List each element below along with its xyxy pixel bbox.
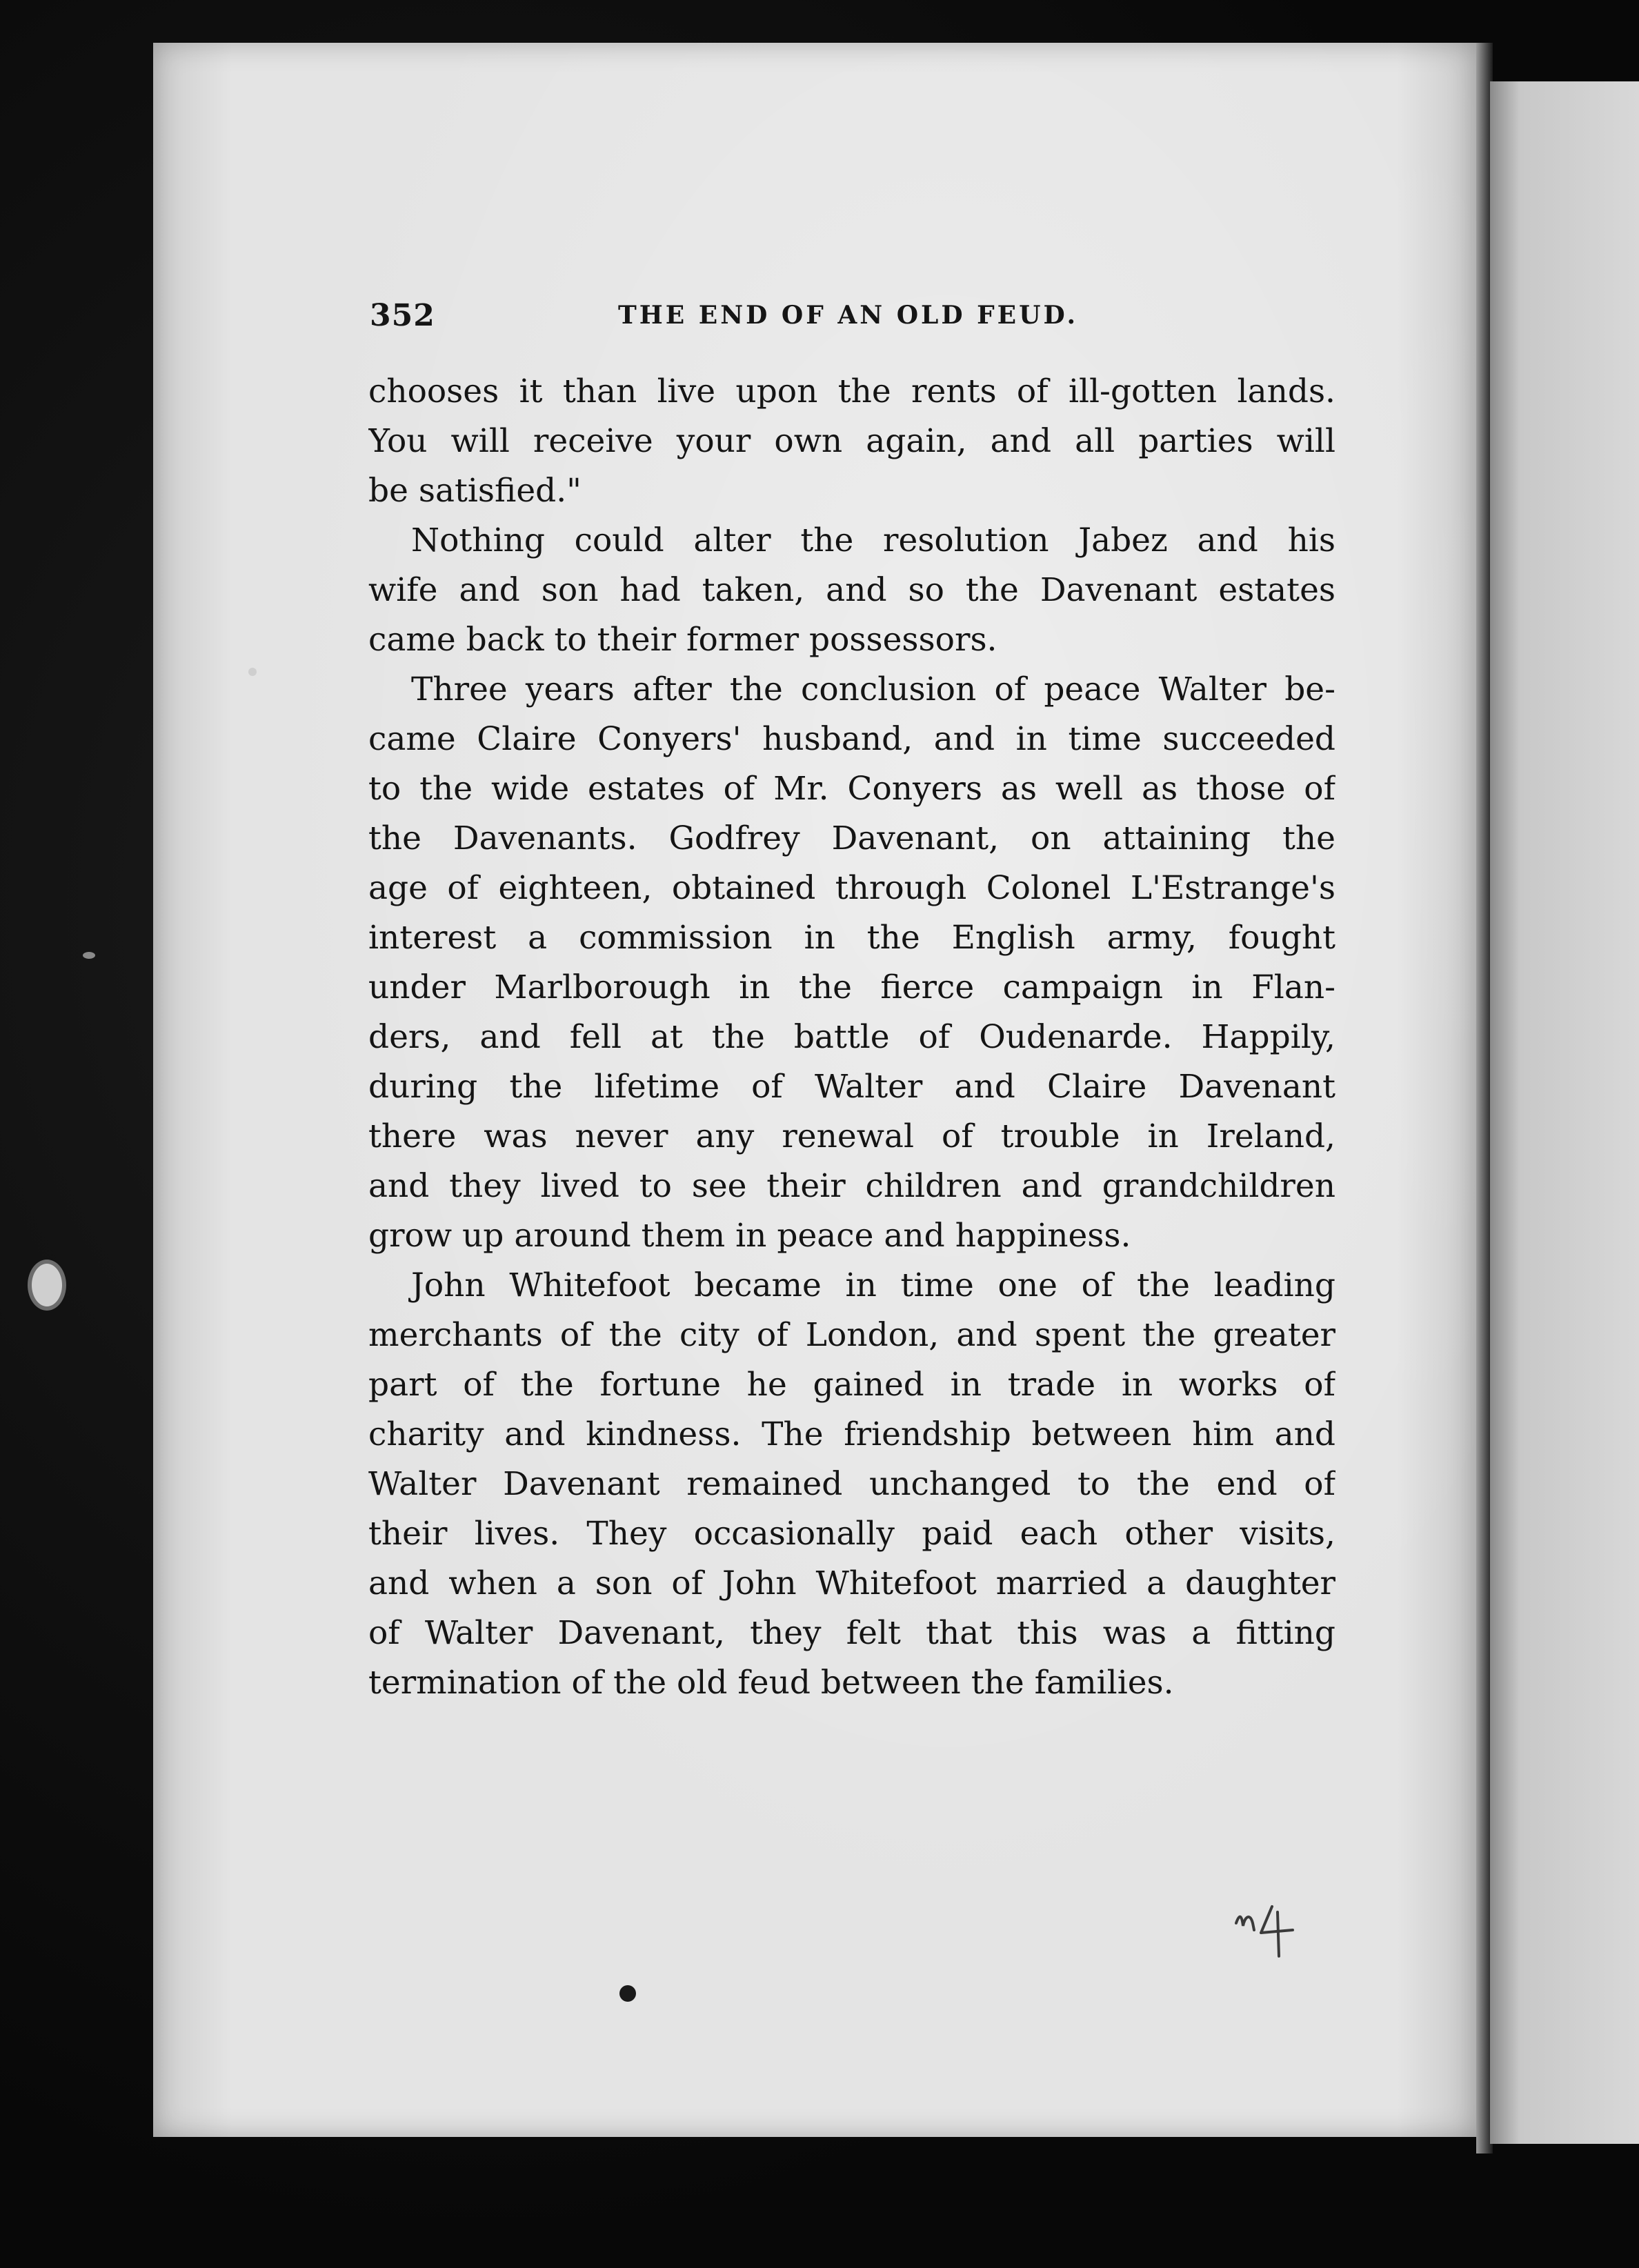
text-line: charity and kindness. The friendship between him and xyxy=(368,1415,1335,1453)
text-line: and when a son of John Whitefoot married a daughter xyxy=(368,1564,1335,1602)
text-line: wife and son had taken, and so the Davenant estates xyxy=(368,571,1335,609)
text-line: came back to their former possessors. xyxy=(368,621,997,659)
text-line: under Marlborough in the fierce campaign in Flan- xyxy=(368,968,1335,1006)
running-head xyxy=(370,298,1335,339)
text-line: part of the fortune he gained in trade in works of xyxy=(368,1366,1335,1404)
text-line: John Whitefoot became in time one of the leading xyxy=(411,1266,1335,1304)
text-line: their lives. They occasionally paid each other visits, xyxy=(368,1515,1335,1553)
text-line: merchants of the city of London, and spent the greater xyxy=(368,1316,1335,1354)
text-line: during the lifetime of Walter and Claire Davenant xyxy=(368,1068,1335,1106)
pencil-note xyxy=(1232,1902,1298,1959)
text-line: age of eighteen, obtained through Colonel L'Estrange's xyxy=(368,869,1335,907)
text-line: there was never any renewal of trouble in Ireland, xyxy=(368,1117,1335,1155)
text-line: grow up around them in peace and happiness. xyxy=(368,1217,1131,1255)
text-line: interest a commission in the English army, fought xyxy=(368,919,1335,957)
binding-hole xyxy=(28,1260,66,1311)
running-title: THE END OF AN OLD FEUD. xyxy=(618,301,1078,330)
text-line: ders, and fell at the battle of Oudenarde. Happily, xyxy=(368,1018,1335,1056)
text-line: the Davenants. Godfrey Davenant, on attaining the xyxy=(368,819,1335,857)
text-line: be satisfied." xyxy=(368,472,582,510)
text-line: of Walter Davenant, they felt that this was a fitting xyxy=(368,1614,1335,1652)
text-line: Three years after the conclusion of peace Walter be- xyxy=(411,670,1335,708)
margin-speck xyxy=(248,668,257,676)
text-line: You will receive your own again, and all parties will xyxy=(368,422,1335,460)
page-number: 352 xyxy=(370,298,435,333)
text-line: came Claire Conyers' husband, and in time succeeded xyxy=(368,720,1335,758)
text-line: Nothing could alter the resolution Jabez and his xyxy=(411,521,1335,559)
text-line: to the wide estates of Mr. Conyers as well as those of xyxy=(368,770,1335,808)
ink-dot xyxy=(619,1985,636,2002)
text-line: chooses it than live upon the rents of ill-gotten lands. xyxy=(368,372,1335,410)
facing-page xyxy=(1490,81,1639,2144)
text-line: and they lived to see their children and grandchildren xyxy=(368,1167,1335,1205)
text-line: termination of the old feud between the families. xyxy=(368,1664,1174,1702)
body-text xyxy=(368,367,1335,1708)
margin-speck xyxy=(83,952,95,959)
text-line: Walter Davenant remained unchanged to the end of xyxy=(368,1465,1335,1503)
